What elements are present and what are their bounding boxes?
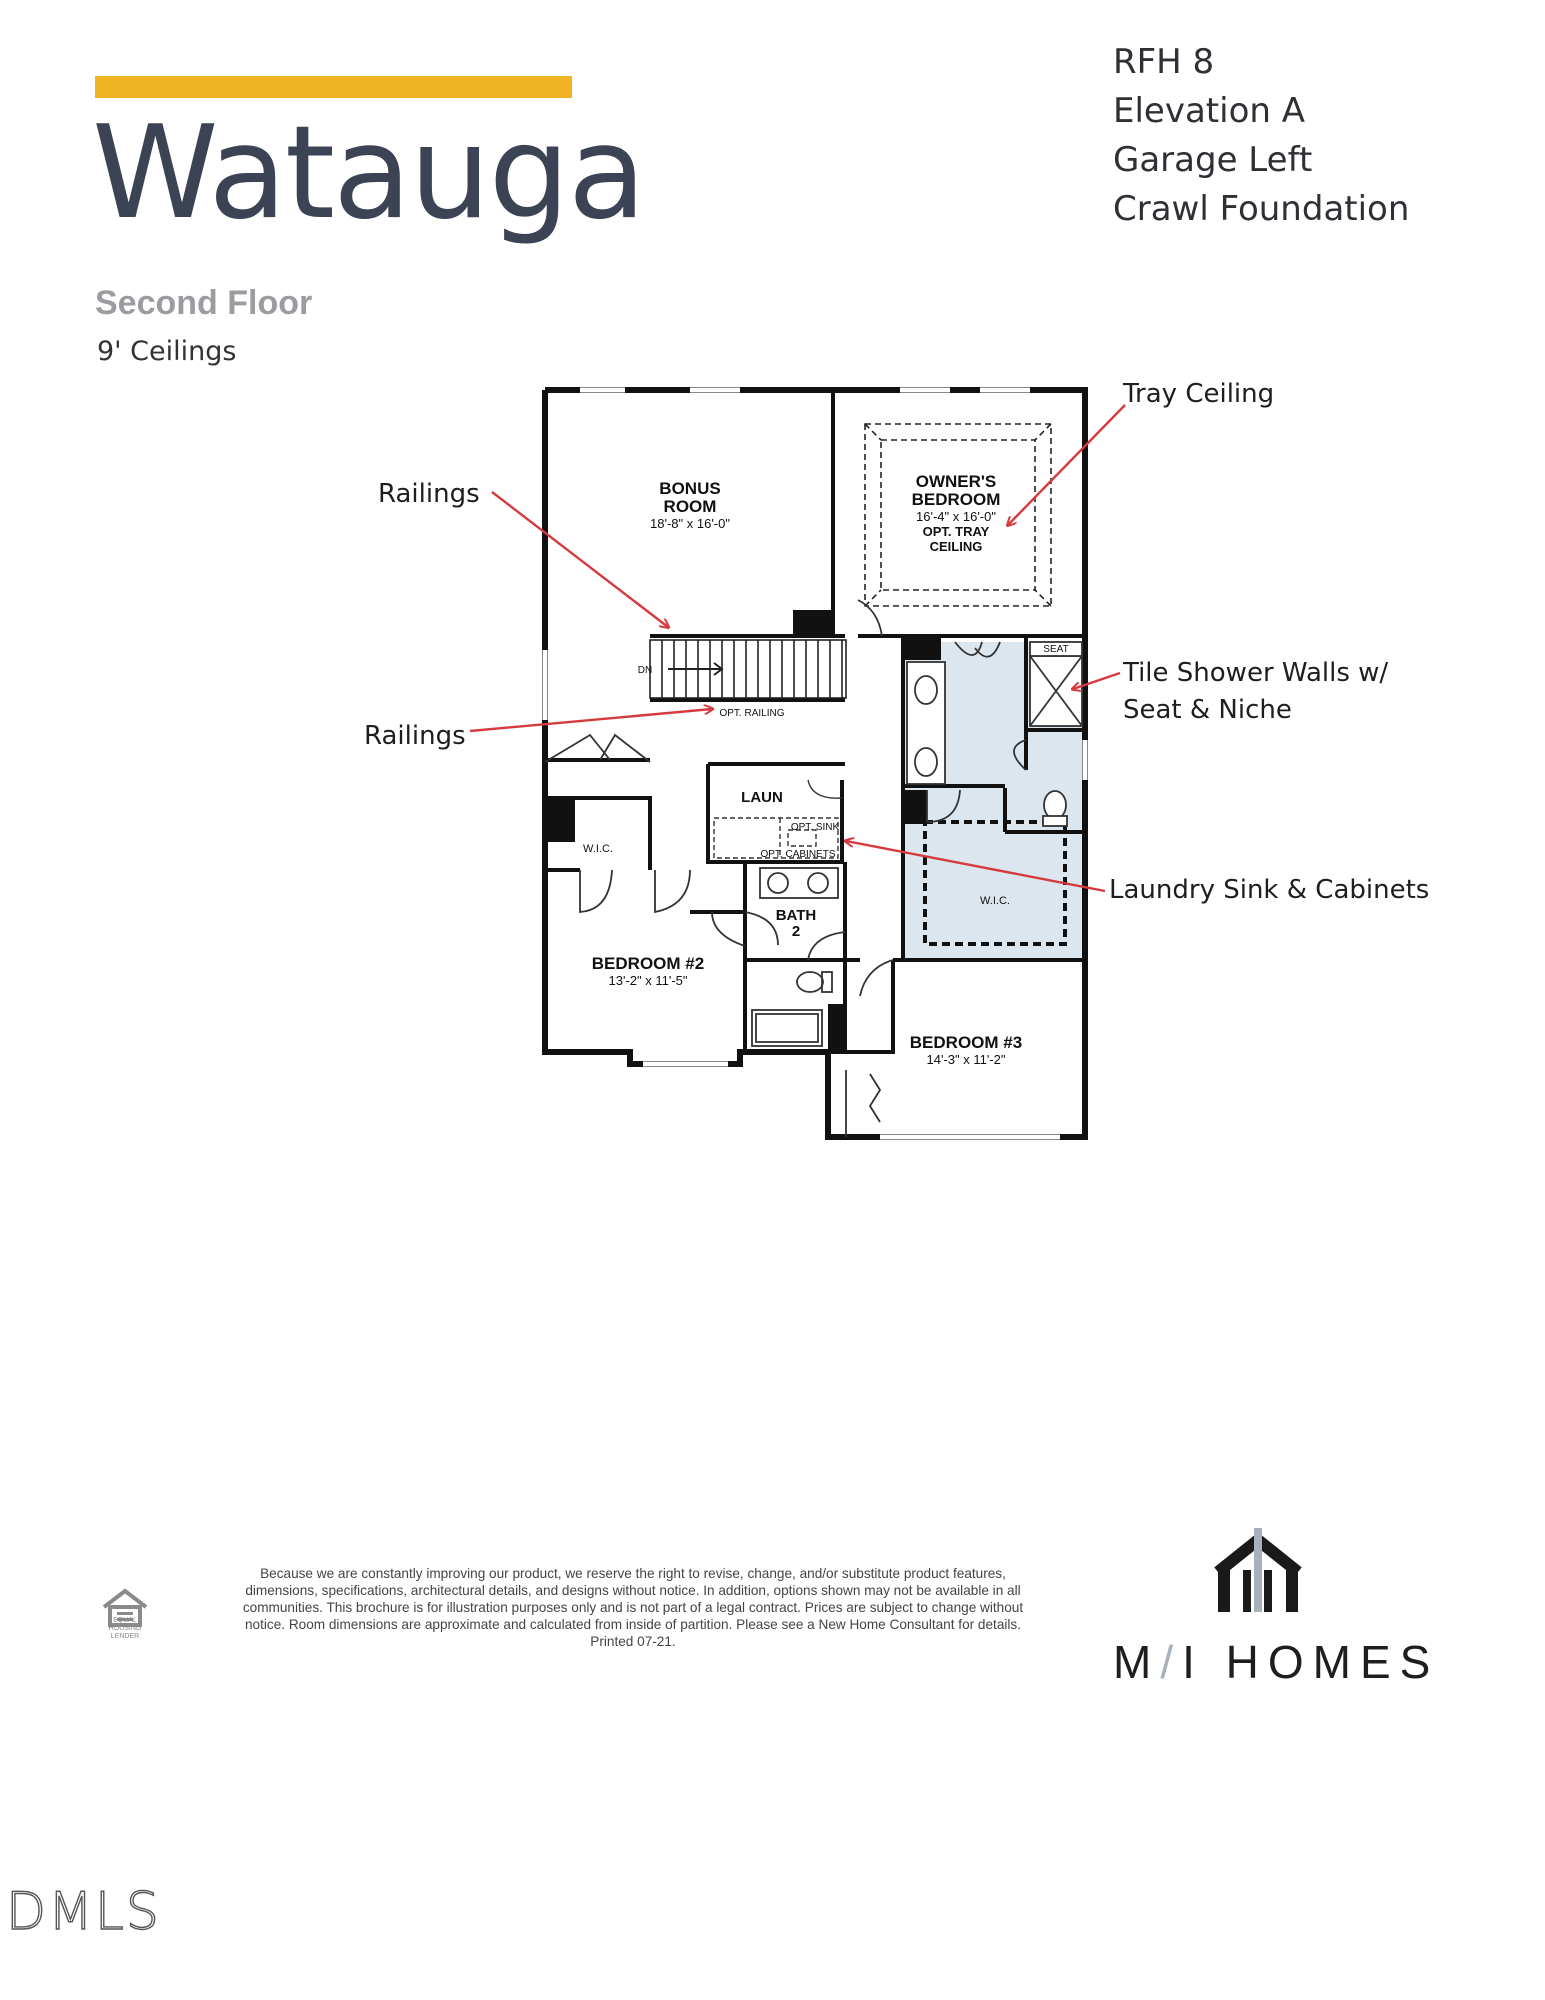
opt-cabinets-label: OPT. CABINETS bbox=[760, 849, 836, 860]
staircase bbox=[650, 640, 846, 698]
mi-homes-logo-icon bbox=[1208, 1528, 1308, 1616]
room-dim-owner: 16'-4" x 16'-0" bbox=[916, 509, 996, 524]
room-label-bath2-line2: 2 bbox=[791, 923, 801, 940]
callout-arrow-railings-bottom bbox=[470, 709, 712, 731]
room-label-bedroom2: BEDROOM #2 bbox=[591, 954, 705, 973]
bedroom3-closet bbox=[846, 600, 893, 1137]
room-label-owner: OWNER'S bbox=[915, 472, 997, 491]
room-label-owner-wic: W.I.C. bbox=[980, 895, 1010, 907]
room-option-owner-line2: CEILING bbox=[929, 539, 983, 554]
room-label-bath2: BATH bbox=[775, 907, 817, 924]
room-label-bedroom2-wic: W.I.C. bbox=[583, 843, 613, 855]
room-dim-bedroom3: 14'-3" x 11'-2" bbox=[926, 1052, 1006, 1067]
room-dim-bedroom2: 13'-2" x 11'-5" bbox=[608, 973, 688, 988]
seat-label: SEAT bbox=[1043, 644, 1069, 655]
plan-title: Watauga bbox=[92, 99, 645, 248]
spec-line: Elevation A bbox=[1113, 91, 1305, 131]
callout-railings-bottom: Railings bbox=[364, 721, 466, 751]
opt-railing-label: OPT. RAILING bbox=[719, 708, 785, 719]
stair-down-label: DN bbox=[637, 665, 653, 676]
room-label-owner-line2: BEDROOM bbox=[911, 490, 1001, 509]
callout-tile-shower-line2: Seat & Niche bbox=[1123, 695, 1292, 725]
callout-tray-ceiling: Tray Ceiling bbox=[1123, 379, 1275, 409]
brand-name bbox=[1113, 1635, 1439, 1689]
room-option-owner: OPT. TRAY bbox=[922, 524, 990, 539]
callout-railings-top: Railings bbox=[378, 479, 480, 509]
room-label-bonus-line2: ROOM bbox=[663, 497, 717, 516]
callout-arrow-railings-top bbox=[492, 492, 668, 627]
brand-name-m: M bbox=[1113, 1636, 1161, 1688]
ceiling-note: 9' Ceilings bbox=[97, 336, 237, 367]
room-label-bonus: BONUS bbox=[659, 479, 721, 498]
opt-sink-label: OPT. SINK bbox=[790, 822, 840, 833]
legal-disclaimer: Because we are constantly improving our product, we reserve the right to revise, change, and/or substitute product features, dimensions, specifications, architectural details, and designs without notice. In addition, options shown may not be available in all communities. This brochure is for illustration purposes only and is not part of a legal contract. Prices are subject to change without notice. Room dimensions are approximate and calculated from inside of partition. Please see a New Home Consultant for details. Printed 07-21. bbox=[242, 1566, 1024, 1649]
callout-tile-shower: Tile Shower Walls w/ bbox=[1123, 658, 1389, 688]
room-dim-bonus: 18'-8" x 16'-0" bbox=[650, 516, 730, 531]
spec-line: Garage Left bbox=[1113, 140, 1313, 180]
mls-watermark: DMLS bbox=[6, 1882, 161, 1942]
callout-laundry-sink: Laundry Sink & Cabinets bbox=[1109, 875, 1430, 905]
callout-arrow-tray-ceiling bbox=[1008, 405, 1125, 525]
spec-line: Crawl Foundation bbox=[1113, 189, 1410, 229]
room-label-laundry: LAUN bbox=[741, 789, 783, 806]
brand-name-homes: I HOMES bbox=[1182, 1636, 1440, 1688]
floor-name: Second Floor bbox=[95, 284, 313, 322]
room-label-bedroom3: BEDROOM #3 bbox=[909, 1033, 1023, 1052]
equal-housing-text: EQUAL HOUSING LENDER bbox=[108, 1617, 142, 1640]
spec-line: RFH 8 bbox=[1113, 42, 1215, 82]
brand-name-slash: / bbox=[1160, 1636, 1183, 1688]
